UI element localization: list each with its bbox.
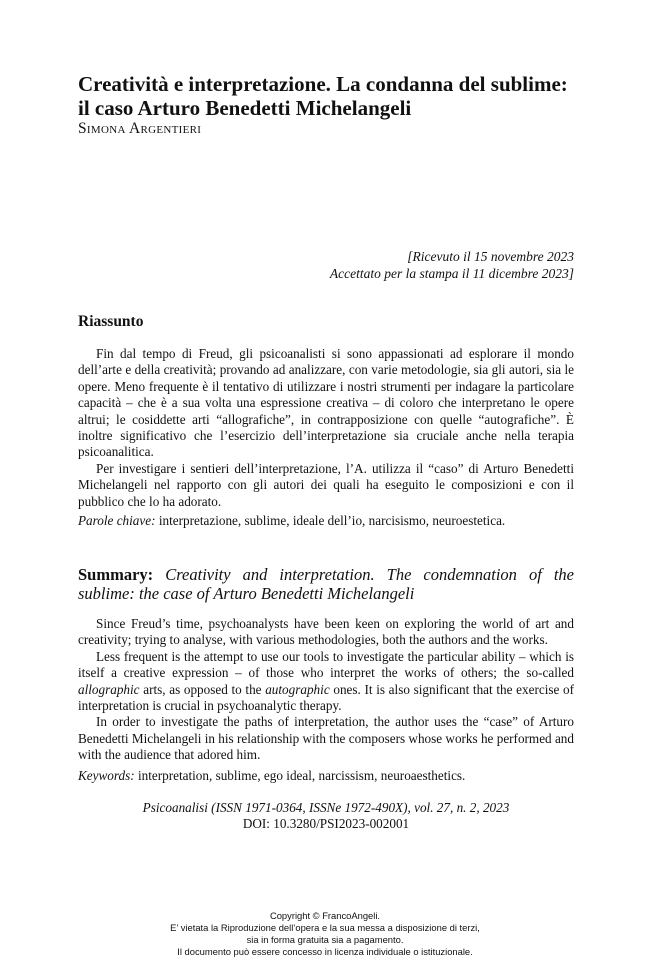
copyright-line-2: E’ vietata la Riproduzione dell’opera e la sua messa a disposizione di terzi, [170, 922, 480, 933]
article-title: Creatività e interpretazione. La condanna del sublime: il caso Arturo Benedetti Michelangeli [78, 72, 568, 120]
copyright-notice [0, 910, 650, 958]
copyright-line-3: sia in forma gratuita sia a pagamento. [246, 934, 404, 945]
journal-reference: Psicoanalisi (ISSN 1971-0364, ISSNe 1972-490X), vol. 27, n. 2, 2023 [142, 800, 510, 815]
summary-keywords [78, 768, 574, 784]
keywords-label-en: Keywords: [78, 768, 135, 783]
received-dates [330, 248, 574, 282]
summary-p2-text-c: ones. It is also significant that the exercise of interpretation is crucial in psychoanalytic therapy. [78, 681, 574, 714]
article-author: Simona Argentieri [78, 120, 202, 137]
copyright-line-1: Copyright © FrancoAngeli. [269, 910, 381, 921]
keywords-label-it: Parole chiave: [78, 513, 156, 528]
summary-paragraph-2 [78, 649, 574, 715]
received-date: [Ricevuto il 15 novembre 2023 [407, 249, 574, 264]
keywords-en: interpretation, sublime, ego ideal, narcissism, neuroaesthetics. [137, 768, 466, 783]
summary-paragraph-3: In order to investigate the paths of interpretation, the author uses the “case” of Arturo Benedetti Michelangeli in his relationship with the composers whose works he performed and with the audience that adored him. [78, 714, 574, 763]
summary-p2-text-a: Less frequent is the attempt to use our tools to investigate the particular ability – which is itself a creative expression – of those who interpret the works of others; the so-called [78, 648, 574, 681]
summary-p2-emph-allographic: allographic [78, 681, 140, 697]
riassunto-paragraph-2: Per investigare i sentieri dell’interpretazione, l’A. utilizza il “caso” di Arturo Benedetti Michelangeli nel rapporto con gli autori dei quali ha eseguito le composizioni e con il pubblico che lo ha adorato. [78, 460, 574, 509]
summary-p2-emph-autographic: autographic [265, 681, 330, 697]
copyright-line-4: Il documento può essere concesso in licenza individuale o istituzionale. [177, 946, 473, 957]
summary-title: Creativity and interpretation. The condemnation of the sublime: the case of Arturo Benedetti Michelangeli [78, 565, 574, 603]
accepted-date: Accettato per la stampa il 11 dicembre 2023] [329, 266, 574, 281]
summary-label: Summary: [78, 565, 154, 584]
riassunto-paragraph-1: Fin dal tempo di Freud, gli psicoanalisti si sono appassionati ad esplorare il mondo dell’arte e della creatività; provando ad analizzare, con varie metodologie, sia gli autori, sia le opere. Meno frequente è il tentativo di utilizzare i nostri strumenti per indagare la particolare capacità – che è a sua volta una espressione creativa – di coloro che interpretano le opere altrui; le cosiddette arti “allografiche”, in contrapposizione con quelle “autografiche”. È inoltre significativo che l’esercizio dell’interpretazione sia cruciale anche nella terapia psicoanalitica. [78, 346, 574, 460]
journal-citation [78, 800, 574, 832]
riassunto-keywords [78, 513, 574, 529]
doi: DOI: 10.3280/PSI2023-002001 [242, 816, 410, 831]
summary-p2-text-b: arts, as opposed to the [139, 681, 266, 697]
keywords-it: interpretazione, sublime, ideale dell’io, narcisismo, neuroestetica. [158, 513, 506, 528]
summary-paragraph-1: Since Freud’s time, psychoanalysts have been keen on exploring the world of art and creativity; trying to analyse, with various methodologies, both the authors and the works. [78, 616, 574, 648]
summary-body [78, 616, 574, 764]
riassunto-heading: Riassunto [78, 313, 144, 330]
riassunto-body [78, 346, 574, 510]
summary-heading [78, 565, 574, 603]
